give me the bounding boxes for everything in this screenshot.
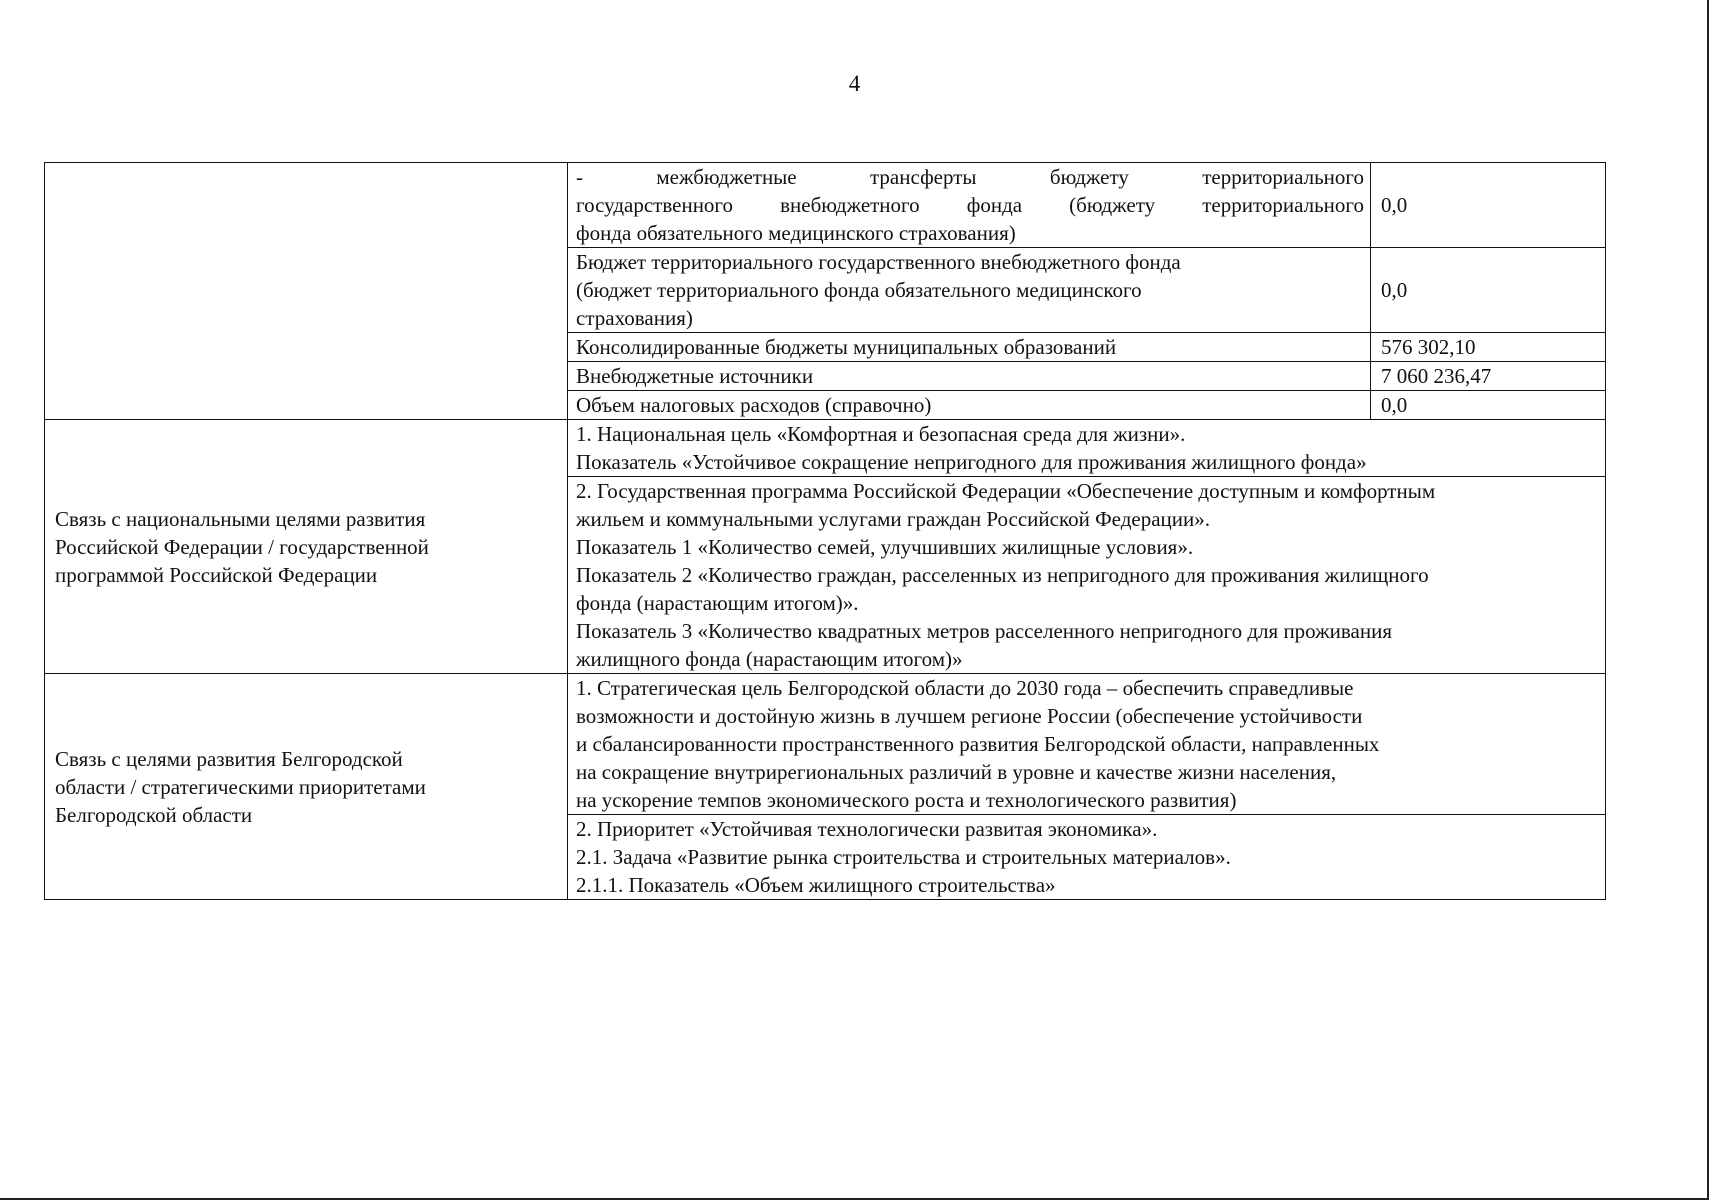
text-line: фонда (нарастающим итогом)». — [576, 591, 859, 615]
text-line: Бюджет территориального государственного внебюджетного фонда — [576, 250, 1181, 274]
text-line: Белгородской области — [55, 802, 253, 827]
regional-goals-row-1 — [45, 674, 1606, 815]
national-goals-block-2 — [568, 477, 1606, 674]
funding-row-value: 7 060 236,47 — [1371, 362, 1606, 391]
funding-row-label — [568, 362, 1371, 391]
text-line: области / стратегическими приоритетами — [55, 774, 426, 799]
national-goals-block-1 — [568, 420, 1606, 477]
text-line: 2.1. Задача «Развитие рынка строительства и строительных материалов». — [576, 845, 1231, 869]
text-line: 1. Стратегическая цель Белгородской области до 2030 года – обеспечить справедливые — [576, 676, 1354, 700]
text-line: Объем налоговых расходов (справочно) — [576, 393, 932, 417]
text-line: возможности и достойную жизнь в лучшем регионе России (обеспечение устойчивости — [576, 704, 1363, 728]
text-line: на ускорение темпов экономического роста и технологического развития) — [576, 788, 1237, 812]
funding-row-label — [568, 163, 1371, 248]
text-line: жилищного фонда (нарастающим итогом)» — [576, 647, 963, 671]
text-line: 2. Государственная программа Российской Федерации «Обеспечение доступным и комфортным — [576, 479, 1436, 503]
funding-row-label — [568, 391, 1371, 420]
national-goals-row-1 — [45, 420, 1606, 477]
text-line: на сокращение внутрирегиональных различий в уровне и качестве жизни населения, — [576, 760, 1337, 784]
text-line: (бюджет территориального фонда обязательного медицинского — [576, 278, 1142, 302]
funding-row-value: 0,0 — [1371, 163, 1606, 248]
text-line: и сбалансированности пространственного развития Белгородской области, направленных — [576, 732, 1380, 756]
national-goals-label — [45, 420, 568, 674]
funding-row-label — [568, 248, 1371, 333]
text-line: Связь с целями развития Белгородской — [55, 746, 403, 771]
text-line: страхования) — [576, 306, 693, 330]
text-line: Связь с национальными целями развития — [55, 506, 426, 531]
text-line: Показатель 1 «Количество семей, улучшивших жилищные условия». — [576, 535, 1194, 559]
text-line: 1. Национальная цель «Комфортная и безопасная среда для жизни». — [576, 422, 1186, 446]
text-line: 2.1.1. Показатель «Объем жилищного строительства» — [576, 873, 1056, 897]
funding-row-interbudget — [45, 163, 1606, 248]
text-line: государственного внебюджетного фонда (бюджету территориального — [576, 193, 1364, 217]
text-line: Показатель «Устойчивое сокращение непригодного для проживания жилищного фонда» — [576, 450, 1367, 474]
funding-row-value: 576 302,10 — [1371, 333, 1606, 362]
page-number: 4 — [848, 71, 861, 96]
text-line: фонда обязательного медицинского страхования) — [576, 221, 1016, 245]
text-line: 2. Приоритет «Устойчивая технологически развитая экономика». — [576, 817, 1158, 841]
text-line: Консолидированные бюджеты муниципальных образований — [576, 335, 1117, 359]
funding-row-value: 0,0 — [1371, 391, 1606, 420]
program-passport-table — [44, 162, 1606, 900]
text-line: жильем и коммунальными услугами граждан Российской Федерации». — [576, 507, 1211, 531]
funding-label-cell-empty — [45, 163, 568, 420]
text-line: программой Российской Федерации — [55, 562, 378, 587]
text-line: Внебюджетные источники — [576, 364, 814, 388]
funding-row-label — [568, 333, 1371, 362]
funding-row-value: 0,0 — [1371, 248, 1606, 333]
text-line: - межбюджетные трансферты бюджету территориального — [576, 165, 1364, 189]
regional-goals-block-2 — [568, 815, 1606, 900]
text-line: Показатель 2 «Количество граждан, расселенных из непригодного для проживания жилищного — [576, 563, 1429, 587]
regional-goals-label — [45, 674, 568, 900]
text-line: Показатель 3 «Количество квадратных метров расселенного непригодного для проживания — [576, 619, 1393, 643]
regional-goals-block-1 — [568, 674, 1606, 815]
text-line: Российской Федерации / государственной — [55, 534, 429, 559]
